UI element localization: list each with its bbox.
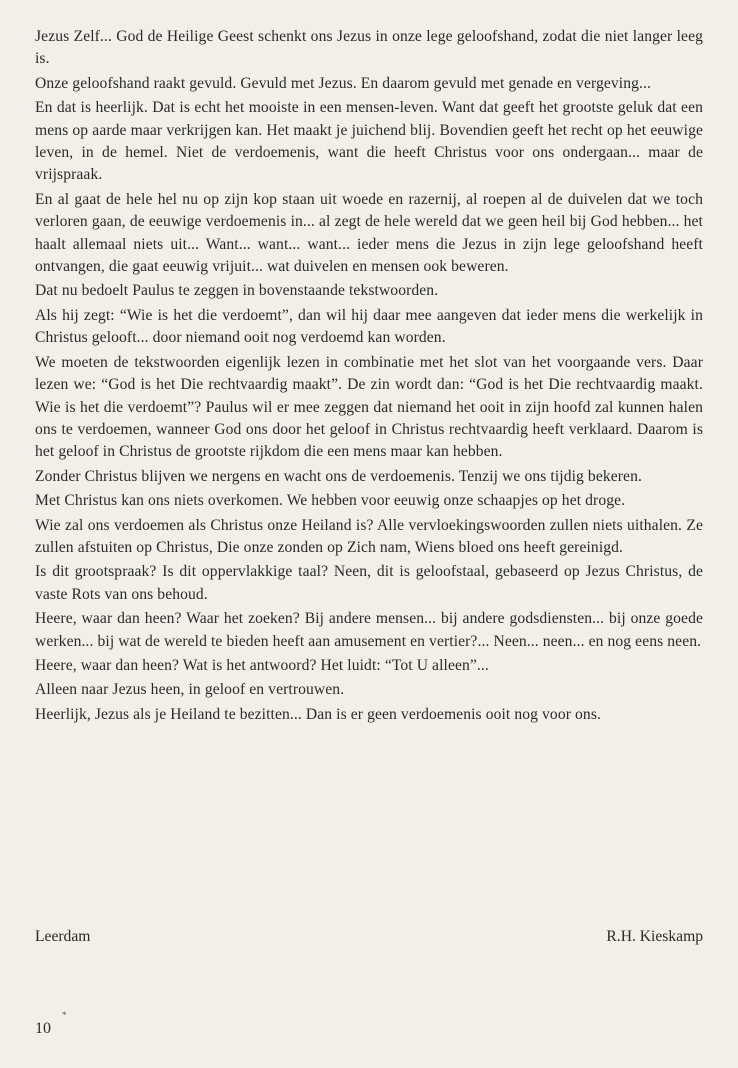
- print-mark: *: [62, 1010, 67, 1020]
- paragraph: Jezus Zelf... God de Heilige Geest schenkt ons Jezus in onze lege geloofshand, zodat die niet langer leeg is.: [35, 28, 703, 68]
- signature-line: [35, 928, 703, 946]
- paragraph: Als hij zegt: “Wie is het die verdoemt”, dan wil hij daar mee aangeven dat ieder mens die werkelijk in Christus gelooft... door niemand ooit nog verdoemd kan worden.: [35, 306, 703, 347]
- paragraph: Dat nu bedoelt Paulus te zeggen in bovenstaande tekstwoorden.: [35, 282, 439, 300]
- article-body: [35, 26, 703, 728]
- paragraph: Is dit grootspraak? Is dit oppervlakkige taal? Neen, dit is geloofstaal, gebaseerd op Jezus Christus, de vaste Rots van ons behoud.: [35, 563, 703, 603]
- paragraph: En dat is heerlijk. Dat is echt het mooiste in een mensen-leven. Want dat geeft het grootste geluk dat een mens op aarde maar verkrijgen kan. Het maakt je juichend blij. Bovendien geeft het recht op het eeuwige leven, in de hemel. Niet de verdoemenis, want die heeft Christus voor ons ondergaan... maar de vrijspraak.: [35, 99, 703, 184]
- paragraph: Met Christus kan ons niets overkomen. We hebben voor eeuwig onze schaapjes op het droge.: [35, 492, 626, 510]
- paragraph: Heere, waar dan heen? Waar het zoeken? Bij andere mensen... bij andere godsdiensten... bij onze goede werken... bij wat de wereld te bieden heeft aan amusement en vertier?... Neen... neen... en nog eens neen.: [35, 610, 703, 650]
- paragraph: Heere, waar dan heen? Wat is het antwoord? Het luidt: “Tot U alleen”...: [35, 656, 489, 674]
- page-number: 10: [35, 1020, 51, 1037]
- paragraph: Heerlijk, Jezus als je Heiland te bezitten... Dan is er geen verdoemenis ooit nog voor ons.: [35, 705, 601, 723]
- paragraph: Onze geloofshand raakt gevuld. Gevuld met Jezus. En daarom gevuld met genade en vergeving...: [35, 74, 652, 92]
- paragraph: En al gaat de hele hel nu op zijn kop staan uit woede en razernij, al roepen al de duivelen dat we toch verloren gaan, de eeuwige verdoemenis in... al zegt de hele wereld dat we geen heil bij God hebben... het haalt allemaal niets uit... Want... want... want... ieder mens die Jezus in zijn lege geloofshand heeft ontvangen, die gaat eeuwig vrijuit... wat duivelen en mensen ook beweren.: [35, 190, 703, 276]
- place-name: Leerdam: [35, 928, 91, 945]
- author-name: R.H. Kieskamp: [606, 928, 703, 945]
- paragraph: Wie zal ons verdoemen als Christus onze Heiland is? Alle vervloekingswoorden zullen niets uithalen. Ze zullen afstuiten op Christus, Die onze zonden op Zich nam, Wiens bloed ons heeft gereinigd.: [35, 516, 703, 556]
- paragraph: Zonder Christus blijven we nergens en wacht ons de verdoemenis. Tenzij we ons tijdig bekeren.: [35, 467, 642, 485]
- paragraph: Alleen naar Jezus heen, in geloof en vertrouwen.: [35, 681, 345, 699]
- paragraph: We moeten de tekstwoorden eigenlijk lezen in combinatie met het slot van het voorgaande vers. Daar lezen we: “God is het Die rechtvaardig maakt”. De zin wordt dan: “God is het Die rechtvaardig maakt. Wie is het die verdoemt”? Paulus wil er mee zeggen dat niemand het ooit in zijn hoofd zal kunnen halen ons te verdoemen, wanneer God ons door het geloof in Christus rechtvaardig heeft verklaard. Daarom is het geloof in Christus de grootste rijkdom die een mens maar kan hebben.: [35, 353, 703, 461]
